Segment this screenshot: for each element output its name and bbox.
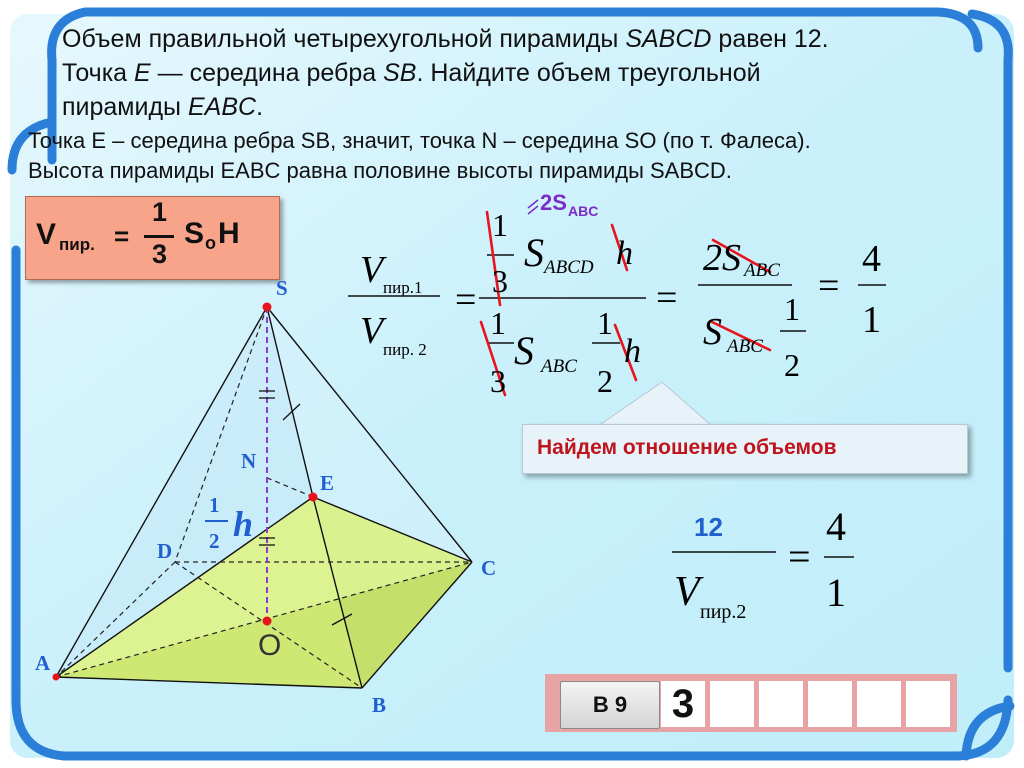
- ratio-den-three: 3: [490, 363, 506, 399]
- formula-num: 1: [152, 197, 168, 227]
- ratio-sub-abc: ABC: [541, 356, 577, 377]
- answer-cell[interactable]: [710, 681, 754, 727]
- eq2-equals: =: [788, 534, 811, 579]
- problem-text-2: равен 12.: [711, 25, 829, 53]
- ratio-den-one: 1: [490, 305, 506, 341]
- eq2-sub: пир.2: [700, 601, 747, 623]
- formula-v: V: [36, 218, 57, 251]
- problem-edge-sb: SB: [383, 59, 417, 87]
- formula-sub-o: o: [205, 233, 216, 253]
- problem-point-e: E: [134, 59, 151, 87]
- ratio-half-two: 2: [597, 363, 613, 399]
- volume-formula-box: [25, 196, 280, 280]
- formula-sub-pir: пир.: [59, 235, 95, 254]
- eq2-four: 4: [826, 504, 846, 549]
- solution-line-2: Высота пирамиды EABC равна половине высоты пирамиды SABCD.: [28, 158, 732, 183]
- point-o: [263, 617, 272, 626]
- ratio-v2: V: [360, 310, 384, 352]
- ratio-half-one: 1: [597, 305, 613, 341]
- ratio-sub-abc-3: ABC: [727, 336, 763, 357]
- ratio-2s-label-sub: ABC: [568, 203, 599, 219]
- ratio-half-two-2: 2: [784, 347, 800, 383]
- point-s: [263, 303, 272, 312]
- ratio-s-abcd: S: [524, 230, 544, 275]
- label-b: B: [372, 693, 387, 717]
- point-a: [53, 674, 60, 681]
- ratio-equals-1: =: [455, 279, 477, 321]
- hint-text: Найдем отношение объемов: [537, 436, 837, 459]
- answer-cell[interactable]: [661, 681, 705, 727]
- ratio-2s-label: 2S: [540, 190, 567, 215]
- formula-den: 3: [152, 239, 168, 269]
- problem-text-6: пирамиды: [62, 93, 188, 121]
- label-e: E: [320, 471, 335, 495]
- solution-line-1: Точка E – середина ребра SB, значит, точка N – середина SO (по т. Фалеса).: [28, 128, 811, 153]
- ratio-h-num: h: [616, 235, 633, 272]
- ratio-equals-2: =: [656, 277, 678, 319]
- ratio-num-one: 1: [492, 207, 508, 243]
- problem-eabc: EABC: [187, 93, 257, 121]
- problem-sabcd: SABCD: [625, 25, 712, 53]
- ratio-s-abc-2: S: [703, 311, 722, 353]
- ratio-sub2: пир. 2: [383, 340, 427, 359]
- ratio-sub-abcd: ABCD: [544, 257, 594, 278]
- answer-cell[interactable]: [857, 681, 901, 727]
- problem-text-1: Объем правильной четырехугольной пирамиды: [62, 25, 626, 53]
- ratio-sub1: пир.1: [383, 278, 423, 297]
- problem-text-7: .: [256, 93, 264, 121]
- ratio-h-den: h: [624, 333, 641, 370]
- ratio-2s: 2S: [703, 237, 741, 279]
- problem-text-4: — середина ребра: [150, 59, 384, 87]
- eq2-one: 1: [826, 570, 846, 615]
- answer-cell[interactable]: [759, 681, 803, 727]
- formula-h: H: [218, 217, 240, 250]
- label-half-den: 2: [209, 529, 220, 553]
- ratio-half-one-2: 1: [784, 291, 800, 327]
- label-h: h: [233, 504, 254, 544]
- solution-text: [28, 126, 1008, 186]
- label-n: N: [241, 449, 257, 473]
- answer-label: [560, 681, 660, 729]
- answer-label-text: В 9: [592, 692, 628, 717]
- label-s: S: [276, 276, 288, 300]
- problem-text-3: Точка: [62, 59, 135, 87]
- label-c: C: [481, 556, 497, 580]
- answer-cell-value: 3: [671, 682, 695, 726]
- label-o: O: [258, 629, 282, 662]
- hint-callout: [522, 424, 968, 474]
- ratio-num-three: 3: [492, 263, 508, 299]
- formula-s: S: [184, 217, 205, 250]
- eq2-v: V: [674, 569, 700, 615]
- problem-text-5: . Найдите объем треугольной: [416, 59, 761, 87]
- answer-cell[interactable]: [906, 681, 950, 727]
- formula-bar: [144, 235, 174, 238]
- problem-statement: [62, 22, 982, 124]
- label-a: A: [35, 651, 51, 675]
- ratio-result-four: 4: [862, 238, 881, 280]
- eq2-value: 12: [694, 512, 723, 542]
- ratio-s-abc: S: [514, 328, 534, 373]
- point-e: [309, 493, 318, 502]
- label-d: D: [157, 539, 173, 563]
- answer-cell[interactable]: [808, 681, 852, 727]
- ratio-sub-abc-2: ABC: [744, 260, 780, 281]
- label-half-num: 1: [209, 493, 220, 517]
- ratio-equals-3: =: [818, 265, 840, 307]
- ratio-v1: V: [360, 249, 384, 291]
- ratio-result-one: 1: [862, 299, 881, 341]
- formula-equals: =: [114, 221, 130, 251]
